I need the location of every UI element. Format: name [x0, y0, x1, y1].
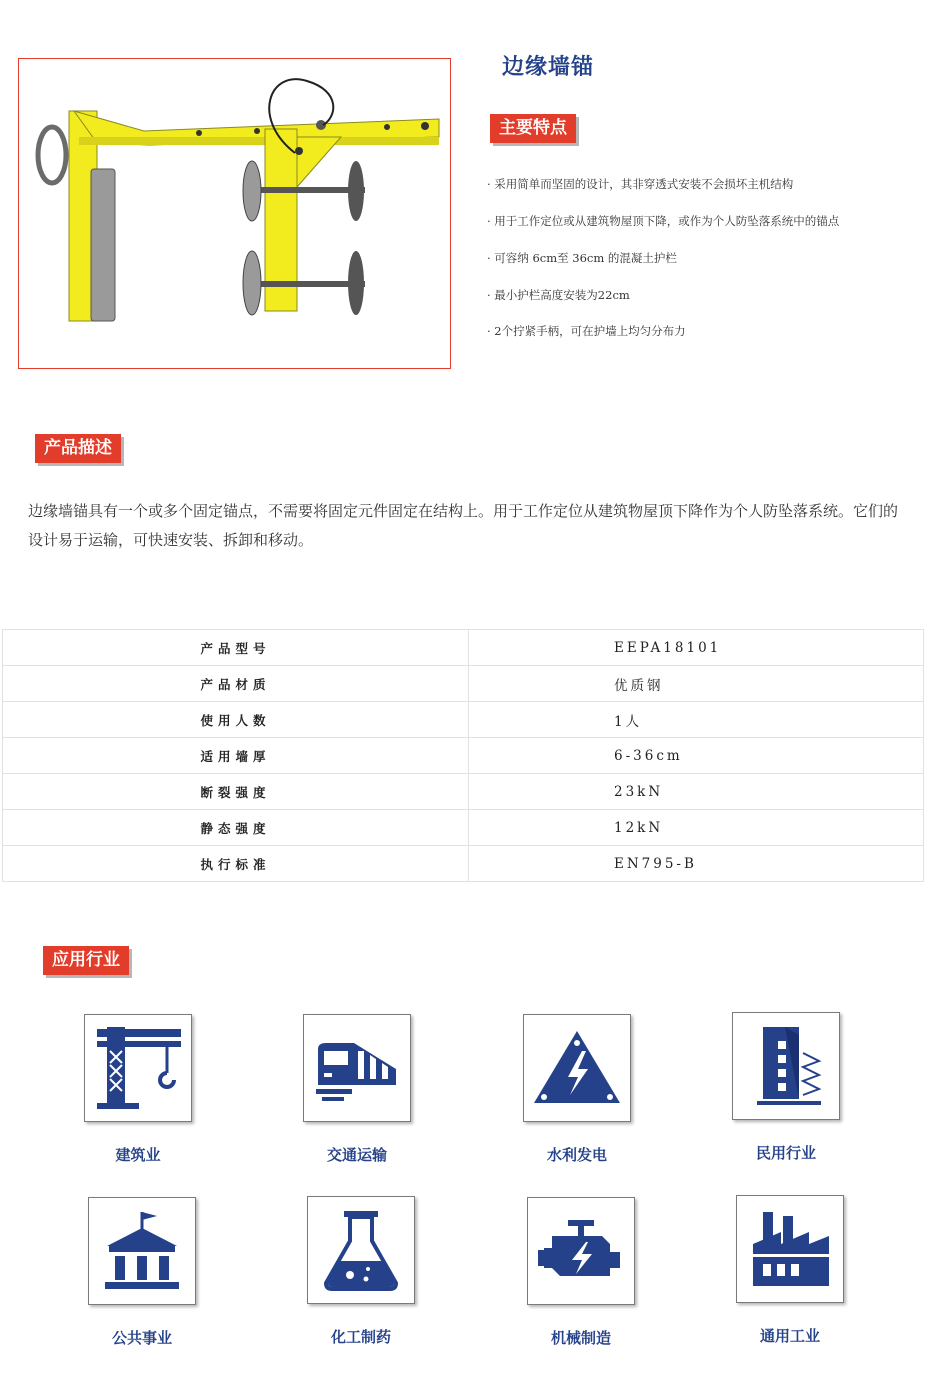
table-row	[3, 774, 924, 810]
industry-label: 建筑业	[115, 1146, 161, 1164]
industry-label: 交通运输	[326, 1146, 387, 1164]
product-title: 边缘墙锚	[502, 55, 595, 80]
factory-icon	[736, 1195, 844, 1303]
features-tag: 主要特点	[490, 114, 576, 143]
industry-label: 水利发电	[546, 1146, 607, 1164]
feature-item: · 用于工作定位或从建筑物屋顶下降，或作为个人防坠落系统中的锚点	[487, 214, 840, 228]
industry-transport	[262, 1014, 452, 1165]
spec-value: 6-36cm	[469, 738, 924, 774]
train-icon	[303, 1014, 411, 1122]
spec-value: 优质钢	[469, 666, 924, 702]
industry-label: 通用工业	[759, 1327, 820, 1345]
industry-hydropower	[482, 1014, 672, 1165]
spec-table	[2, 629, 924, 882]
industry-construction	[43, 1014, 233, 1165]
feature-item: · 采用简单而坚固的设计，其非穿透式安装不会损坏主机结构	[487, 177, 794, 191]
industry-label: 化工制药	[330, 1328, 391, 1346]
spec-key: 产品型号	[3, 630, 469, 666]
high-voltage-icon	[523, 1014, 631, 1122]
public-building-icon	[88, 1197, 196, 1305]
industry-civil	[691, 1012, 881, 1163]
industry-label: 机械制造	[550, 1329, 611, 1347]
spec-key: 使用人数	[3, 702, 469, 738]
table-row	[3, 702, 924, 738]
table-row	[3, 846, 924, 882]
table-row	[3, 666, 924, 702]
feature-item: · 最小护栏高度安装为22cm	[487, 288, 630, 302]
spec-key: 执行标准	[3, 846, 469, 882]
flask-icon	[307, 1196, 415, 1304]
industry-machinery	[486, 1197, 676, 1348]
industry-public	[47, 1197, 237, 1348]
table-row	[3, 810, 924, 846]
industry-label: 公共事业	[111, 1329, 172, 1347]
feature-item: · 可容纳 6cm至 36cm 的混凝土护栏	[487, 251, 677, 265]
crane-icon	[84, 1014, 192, 1122]
spec-key: 适用墙厚	[3, 738, 469, 774]
spec-value: EN795-B	[469, 846, 924, 882]
engine-icon	[527, 1197, 635, 1305]
building-icon	[732, 1012, 840, 1120]
description-tag: 产品描述	[35, 434, 121, 463]
spec-key: 产品材质	[3, 666, 469, 702]
spec-value: 23kN	[469, 774, 924, 810]
description-text: 边缘墙锚具有一个或多个固定锚点，不需要将固定元件固定在结构上。用于工作定位从建筑物屋顶下降作为个人防坠落系统。它们的设计易于运输，可快速安装、拆卸和移动。	[28, 502, 899, 549]
product-image	[18, 58, 451, 369]
feature-item: · 2个拧紧手柄，可在护墙上均匀分布力	[487, 324, 686, 338]
spec-value: EEPA18101	[469, 630, 924, 666]
spec-key: 断裂强度	[3, 774, 469, 810]
industry-chemical	[266, 1196, 456, 1347]
spec-value: 12kN	[469, 810, 924, 846]
table-row	[3, 738, 924, 774]
spec-key: 静态强度	[3, 810, 469, 846]
industry-label: 民用行业	[755, 1144, 816, 1162]
table-row	[3, 630, 924, 666]
industries-tag: 应用行业	[43, 946, 129, 975]
industry-general	[695, 1195, 885, 1346]
spec-value: 1人	[469, 702, 924, 738]
